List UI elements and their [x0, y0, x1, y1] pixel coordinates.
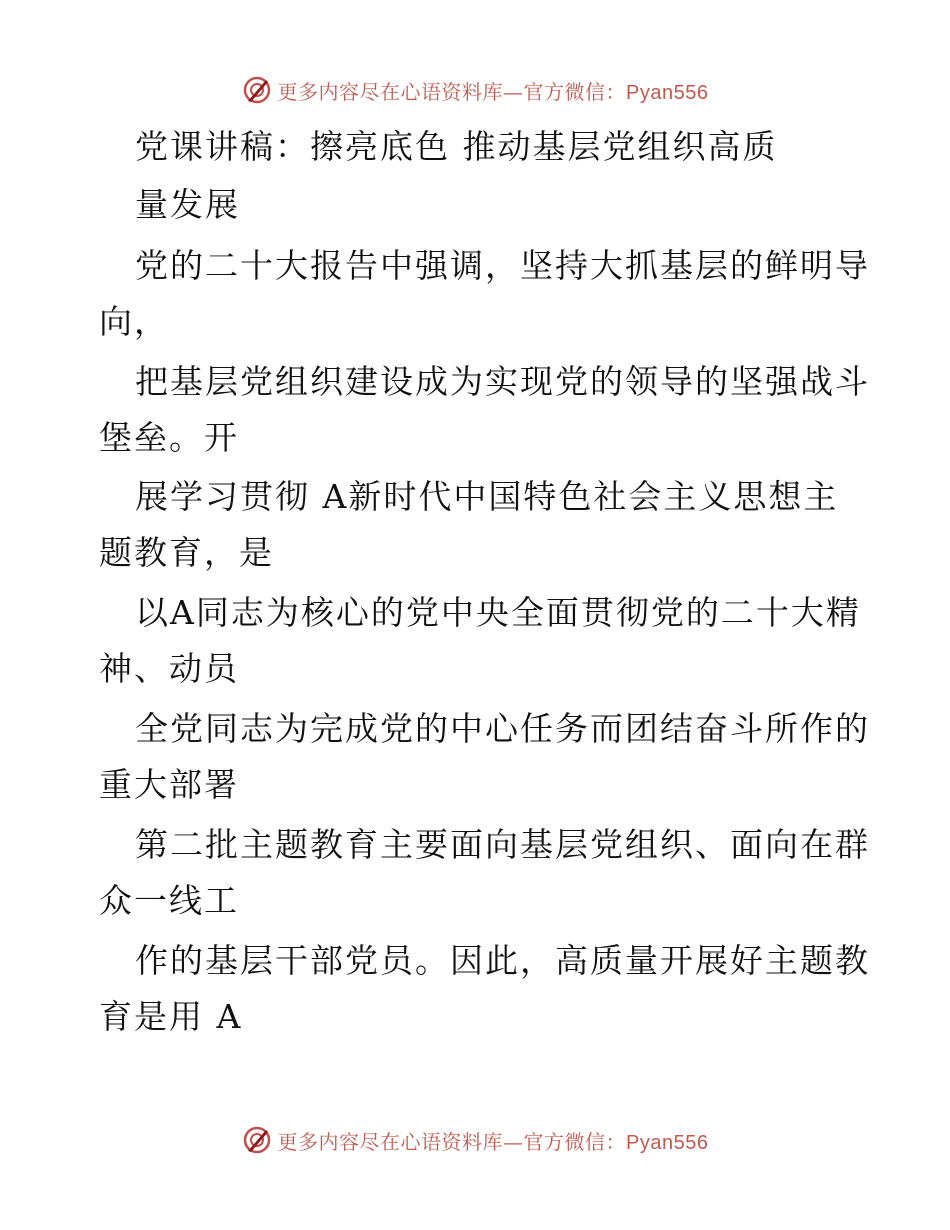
text-line: 堡垒。开: [99, 418, 239, 457]
text-line: 全党同志为完成党的中心任务而团结奋斗所作的: [135, 709, 870, 748]
text-line: 向，: [99, 302, 169, 341]
text-line: 育是用 A: [99, 997, 243, 1036]
quill-seal-icon: [242, 75, 272, 105]
document-title-line-1: 党课讲稿：擦亮底色 推动基层党组织高质: [135, 127, 778, 166]
text-line: 把基层党组织建设成为实现党的领导的坚强战斗: [135, 362, 870, 401]
watermark-text: 更多内容尽在心语资料库—官方微信：Pyan556: [277, 79, 709, 104]
watermark-text: 更多内容尽在心语资料库—官方微信：Pyan556: [277, 1129, 709, 1154]
text-line: 题教育，是: [99, 533, 274, 572]
text-line: 展学习贯彻 A新时代中国特色社会主义思想主: [135, 477, 839, 516]
text-line: 以A同志为核心的党中央全面贯彻党的二十大精: [135, 593, 861, 632]
quill-seal-icon: [242, 1125, 272, 1155]
text-line: 作的基层干部党员。因此，高质量开展好主题教: [135, 941, 870, 980]
watermark-footer: [0, 1120, 950, 1160]
document-title-line-2: 量发展: [135, 185, 240, 224]
text-line: 众一线工: [99, 881, 239, 920]
watermark-header: [0, 70, 950, 110]
text-line: 第二批主题教育主要面向基层党组织、面向在群: [135, 825, 870, 864]
text-line: 党的二十大报告中强调，坚持大抓基层的鲜明导: [135, 246, 870, 285]
text-line: 重大部署: [99, 765, 239, 804]
text-line: 神、动员: [99, 649, 239, 688]
